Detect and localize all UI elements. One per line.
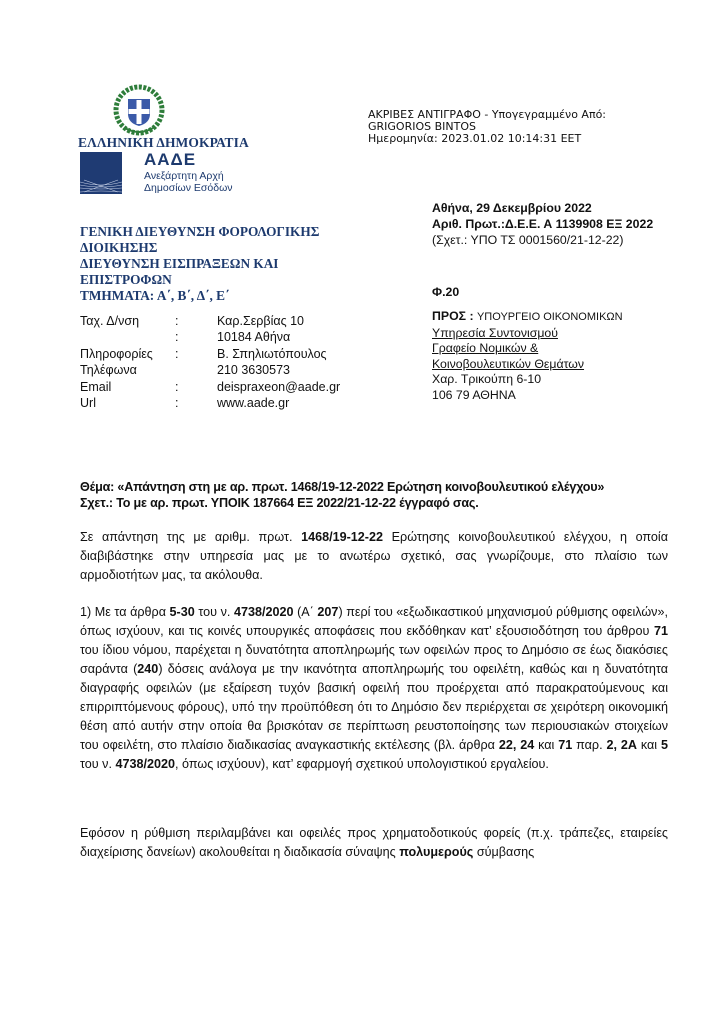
- body-paragraph-intro: [80, 528, 668, 585]
- contact-key: Ταχ. Δ/νση: [80, 314, 140, 328]
- text-run-bold: 4738/2020: [115, 757, 176, 771]
- text-run: του ίδιου νόμου, παρέχεται η δυνατότητα αποπληρωμής των οφειλών προς το Δημόσιο σε έως διακόσιες σαράντα (: [80, 643, 668, 676]
- text-run-bold: 207: [317, 605, 339, 619]
- recipient-label: ΠΡΟΣ :: [432, 309, 474, 323]
- contact-key: Πληροφορίες: [80, 346, 153, 361]
- text-run-bold: 240: [137, 662, 159, 676]
- text-run-bold: πολυμερούς: [399, 845, 474, 859]
- contact-row: [80, 329, 340, 345]
- text-run-bold: 22, 24: [498, 738, 535, 752]
- file-code: Φ.20: [432, 285, 460, 299]
- text-run: (Α΄: [293, 605, 318, 619]
- contact-row: [80, 313, 340, 329]
- contact-sep: :: [175, 330, 179, 345]
- contact-row: [80, 362, 340, 378]
- department-block: [80, 224, 350, 304]
- text-run: , όπως ισχύουν), κατ’ εφαρμογή σχετικού υπολογιστικού εργαλείου.: [175, 757, 549, 771]
- document-date: Αθήνα, 29 Δεκεμβρίου 2022: [432, 201, 592, 215]
- text-run-bold: 1468/19-12-22: [301, 530, 384, 544]
- related-reference: (Σχετ.: ΥΠΟ ΤΣ 0001560/21-12-22): [432, 233, 624, 247]
- signature-date: Ημερομηνία: 2023.01.02 10:14:31 EET: [368, 132, 582, 145]
- contact-row: [80, 379, 340, 395]
- signature-signer: GRIGORIOS BINTOS: [368, 120, 476, 133]
- text-run: ) περί του «εξωδικαστικού μηχανισμού ρύθμισης οφειλών», όπως ισχύουν, και τις κοινές υπουργικές αποφάσεις που εκδόθηκαν κατ’ εξουσιοδότηση του άρθρου: [80, 605, 668, 638]
- general-directorate: ΓΕΝΙΚΗ ΔΙΕΥΘΥΝΣΗ ΦΟΡΟΛΟΓΙΚΗΣ ΔΙΟΙΚΗΣΗΣ: [80, 224, 320, 255]
- protocol-number: Αριθ. Πρωτ.:Δ.Ε.Ε. Α 1139908 ΕΞ 2022: [432, 217, 654, 231]
- text-run-bold: 71: [653, 624, 668, 638]
- text-run-bold: 5-30: [169, 605, 195, 619]
- text-run-bold: 71: [558, 738, 573, 752]
- contact-url[interactable]: www.aade.gr: [217, 396, 290, 411]
- document-meta: [432, 200, 667, 248]
- recipient-street: Χαρ. Τρικούπη 6-10: [432, 372, 542, 387]
- text-run: και: [534, 738, 559, 752]
- text-run: σύμβασης: [473, 845, 535, 859]
- text-run-bold: 2, 2Α: [606, 738, 637, 752]
- directorate: ΔΙΕΥΘΥΝΣΗ ΕΙΣΠΡΑΞΕΩΝ ΚΑΙ ΕΠΙΣΤΡΟΦΩΝ: [80, 256, 279, 287]
- text-run: 1) Με τα άρθρα: [80, 605, 170, 619]
- sections: ΤΜΗΜΑΤΑ: Α΄, Β΄, Δ΄, Ε΄: [80, 288, 230, 303]
- contact-table: [80, 313, 340, 411]
- contact-sep: :: [175, 396, 179, 411]
- text-run: και: [636, 738, 661, 752]
- recipient-unit2: Γραφείο Νομικών &: [432, 341, 539, 356]
- subject-block: [80, 479, 680, 511]
- contact-key: [80, 329, 175, 345]
- recipient-block: [432, 309, 672, 404]
- contact-value: 210 3630573: [217, 363, 290, 378]
- text-run: Εφόσον η ρύθμιση περιλαμβάνει και οφειλές προς χρηματοδοτικούς φορείς (π.χ. τράπεζες, εταιρείες διαχείρισης δανείων) ακολουθείται η διαδικασία σύναψης: [80, 826, 668, 859]
- contact-sep: :: [175, 346, 179, 361]
- text-run: παρ.: [572, 738, 607, 752]
- recipient-unit1: Υπηρεσία Συντονισμού: [432, 325, 558, 340]
- agency-acronym: ΑΑΔΕ: [144, 150, 197, 169]
- agency-full-name-line2: Δημοσίων Εσόδων: [144, 182, 233, 194]
- contact-sep: :: [175, 314, 179, 328]
- aade-logo-icon: [80, 152, 122, 194]
- text-run: ) δόσεις ανάλογα με την ικανότητα αποπληρωμής του οφειλέτη, καθώς και η δυνατότητα διαγραφής οφειλών (με εξαίρεση τυχόν βασική οφειλή που προέρχεται από παρακρατούμενους και επιρριπτόμενους φόρους), υπό την προϋπόθεση ότι το Δημόσιο δεν περιέρχεται σε χειρότερη οικονομική θέση από αυτήν στην οποία θα βρισκόταν σε περίπτωση ρευστοποίησης των περιουσιακών στοιχείων του οφειλέτη, στο πλαίσιο διαδικασίας αναγκαστικής εκτέλεσης (βλ. άρθρα: [80, 662, 668, 752]
- recipient-unit3: Κοινοβουλευτικών Θεμάτων: [432, 356, 585, 371]
- recipient-ministry: ΥΠΟΥΡΓΕΙΟ ΟΙΚΟΝΟΜΙΚΩΝ: [476, 311, 623, 323]
- greek-emblem-icon: [113, 84, 165, 136]
- text-run: Ερώτησης κοινοβουλευτικού ελέγχου, η οποία διαβιβάστηκε στην υπηρεσία μας με το ανωτέρω σχετικό, σας γνωρίζουμε, στο πλαίσιο των αρμοδιοτήτων μας, τα ακόλουθα.: [80, 530, 668, 582]
- text-run: Σε απάντηση της με αριθμ. πρωτ.: [80, 530, 302, 544]
- subject-related: Σχετ.: Το με αρ. πρωτ. ΥΠΟΙΚ 187664 ΕΞ 2022/21-12-22 έγγραφό σας.: [80, 496, 479, 510]
- contact-sep: [175, 362, 217, 378]
- contact-row: [80, 395, 340, 411]
- text-run-bold: 5: [660, 738, 668, 752]
- contact-value: Β. Σπηλιωτόπουλος: [217, 346, 327, 361]
- contact-key: Url: [80, 396, 96, 411]
- contact-sep: :: [175, 379, 179, 394]
- agency-full-name: [144, 170, 233, 194]
- text-run-bold: 4738/2020: [233, 605, 294, 619]
- contact-key: Email: [80, 379, 112, 394]
- recipient-city: 106 79 ΑΘΗΝΑ: [432, 387, 516, 402]
- contact-row: [80, 346, 340, 362]
- republic-title: ΕΛΛΗΝΙΚΗ ΔΗΜΟΚΡΑΤΙΑ: [78, 135, 249, 150]
- digital-signature-stamp: [368, 109, 606, 145]
- contact-email[interactable]: deispraxeon@aade.gr: [217, 379, 341, 394]
- contact-value: Καρ.Σερβίας 10: [217, 314, 304, 328]
- agency-full-name-line1: Ανεξάρτητη Αρχή: [144, 170, 224, 182]
- text-run: του ν.: [80, 757, 116, 771]
- contact-value: 10184 Αθήνα: [217, 330, 291, 345]
- body-paragraph-2: [80, 824, 668, 862]
- signature-line1: ΑΚΡΙΒΕΣ ΑΝΤΙΓΡΑΦΟ - Υπογεγραμμένο Από:: [368, 108, 607, 121]
- body-paragraph-1: [80, 603, 668, 774]
- contact-key: Τηλέφωνα: [80, 363, 137, 378]
- subject-line: Θέμα: «Απάντηση στη με αρ. πρωτ. 1468/19-12-2022 Ερώτηση κοινοβουλευτικού ελέγχου»: [80, 480, 605, 494]
- text-run: του ν.: [194, 605, 234, 619]
